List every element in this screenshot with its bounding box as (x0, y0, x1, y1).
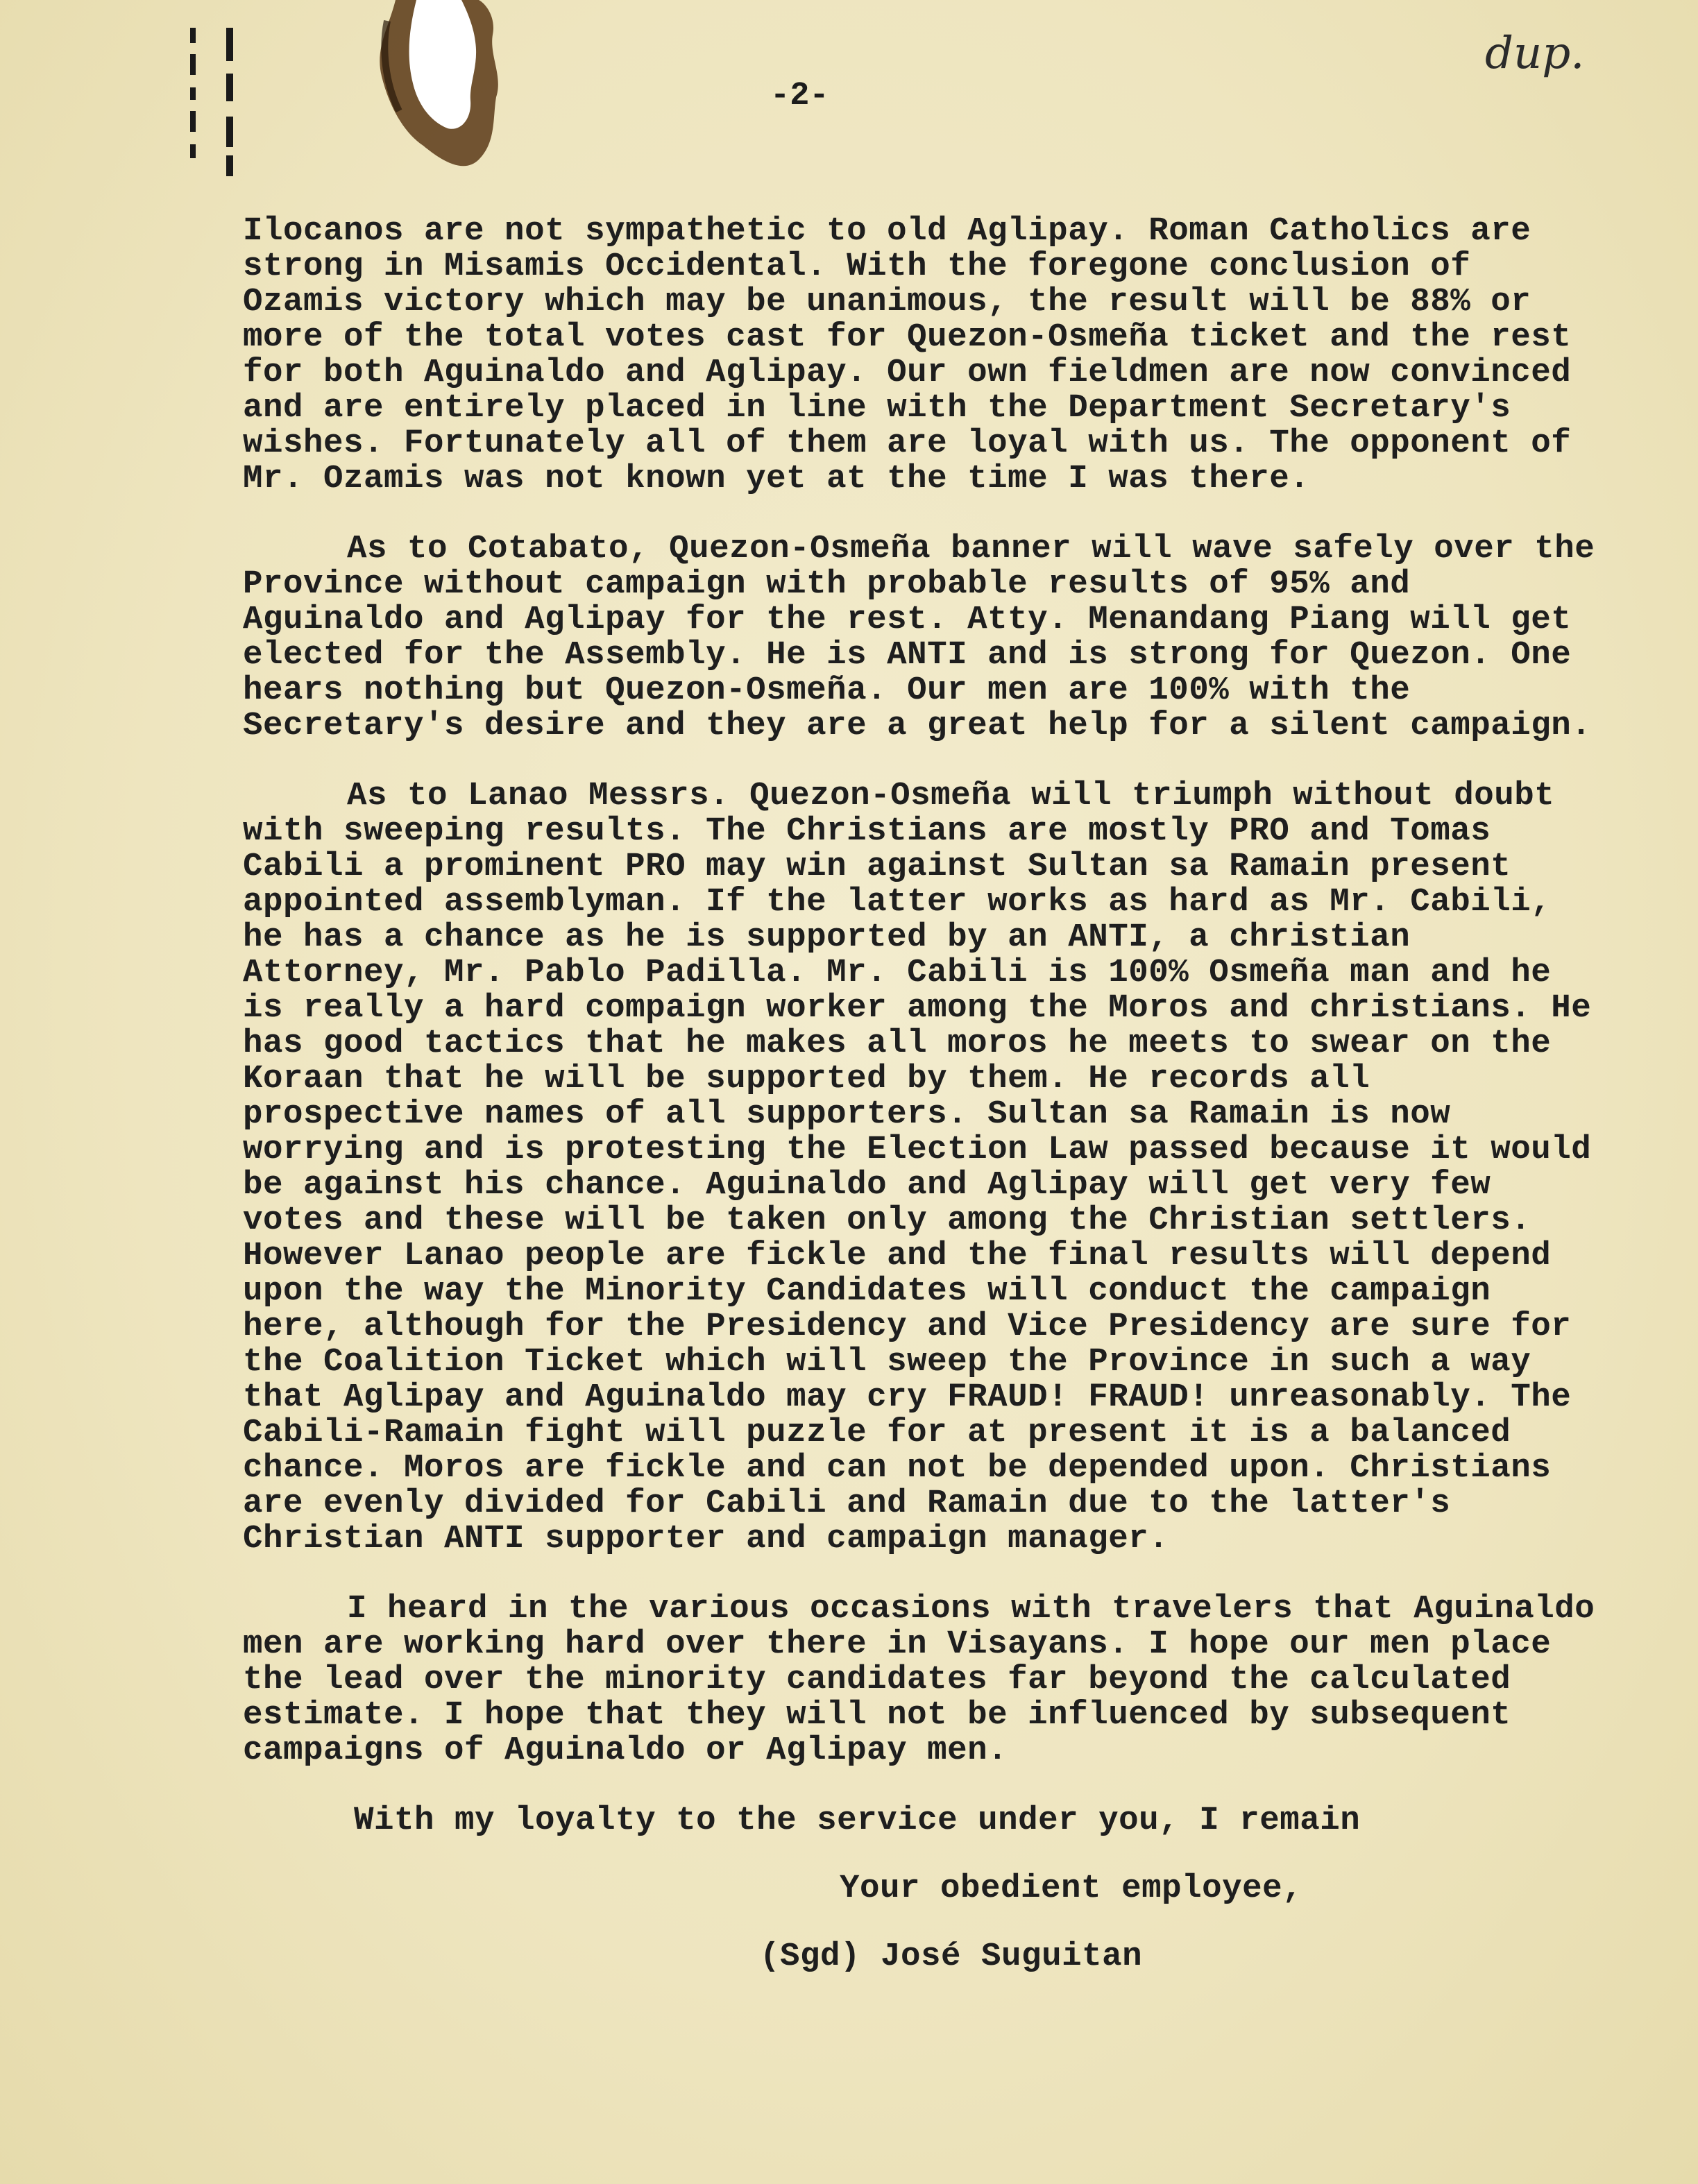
handwritten-annotation: dup. (1485, 28, 1585, 79)
page-number: -2- (770, 78, 829, 114)
burn-hole (375, 0, 513, 187)
closing-line: With my loyalty to the service under you, I remain (354, 1802, 1361, 1839)
paragraph-lanao: As to Lanao Messrs. Quezon-Osmeña will triumph without doubt with sweeping results. The Christians are mostly PRO and Tomas Cabili a prominent PRO may win against Sultan sa Ramain present appointed assemblyman. If the latter works as hard as Mr. Cabili, he has a chance as he is supported by an ANTI, a christian Attorney, Mr. Pablo Padilla. Mr. Cabili is 100% Osmeña man and he is really a hard compaign worker among the Moros and christians. He has good tactics that he makes all moros he meets to swear on the Koraan that he will be supported by them. He records all prospective names of all supporters. Sultan sa Ramain is now worrying and is protesting the Election Law passed because it would be against his chance. Aguinaldo and Aglipay will get very few votes and these will be taken only among the Christian settlers. However Lanao people are fickle and the final results will depend upon the way the Minority Candidates will conduct the campaign here, although for the Presidency and Vice Presidency are sure for the Coalition Ticket which will sweep the Province in such a way that Aglipay and Aguinaldo may cry FRAUD! FRAUD! unreasonably. The Cabili-Ramain fight will puzzle for at present it is a balanced chance. Moros are fickle and can not be depended upon. Christians are evenly divided for Cabili and Ramain due to the latter's Christian ANTI supporter and campaign manager. (243, 777, 1612, 1558)
paragraph-visayans: I heard in the various occasions with travelers that Aguinaldo men are working hard over there in Visayans. I hope our men place the lead over the minority candidates far beyond the calculated estimate. I hope that they will not be influenced by subsequent campaigns of Aguinaldo or Aglipay men. (243, 1590, 1615, 1769)
letter-body (243, 212, 1615, 1975)
punch-hole-marks (186, 28, 241, 180)
paragraph-ilocanos: Ilocanos are not sympathetic to old Aglipay. Roman Catholics are strong in Misamis Occidental. With the foregone conclusion of Ozamis victory which may be unanimous, the result will be 88% or more of the total votes cast for Quezon-Osmeña ticket and the rest for both Aguinaldo and Aglipay. Our own fieldmen are now convinced and are entirely placed in line with the Department Secretary's wishes. Fortunately all of them are loyal with us. The opponent of Mr. Ozamis was not known yet at the time I was there. (243, 212, 1592, 497)
signoff-line: Your obedient employee, (840, 1870, 1303, 1907)
signature-line: (Sgd) José Suguitan (760, 1938, 1143, 1975)
paragraph-cotabato: As to Cotabato, Quezon-Osmeña banner will wave safely over the Province without campaign with probable results of 95% and Aguinaldo and Aglipay for the rest. Atty. Menandang Piang will get elected for the Assembly. He is ANTI and is strong for Quezon. One hears nothing but Quezon-Osmeña. Our men are 100% with the Secretary's desire and they are a great help for a silent campaign. (243, 530, 1615, 744)
